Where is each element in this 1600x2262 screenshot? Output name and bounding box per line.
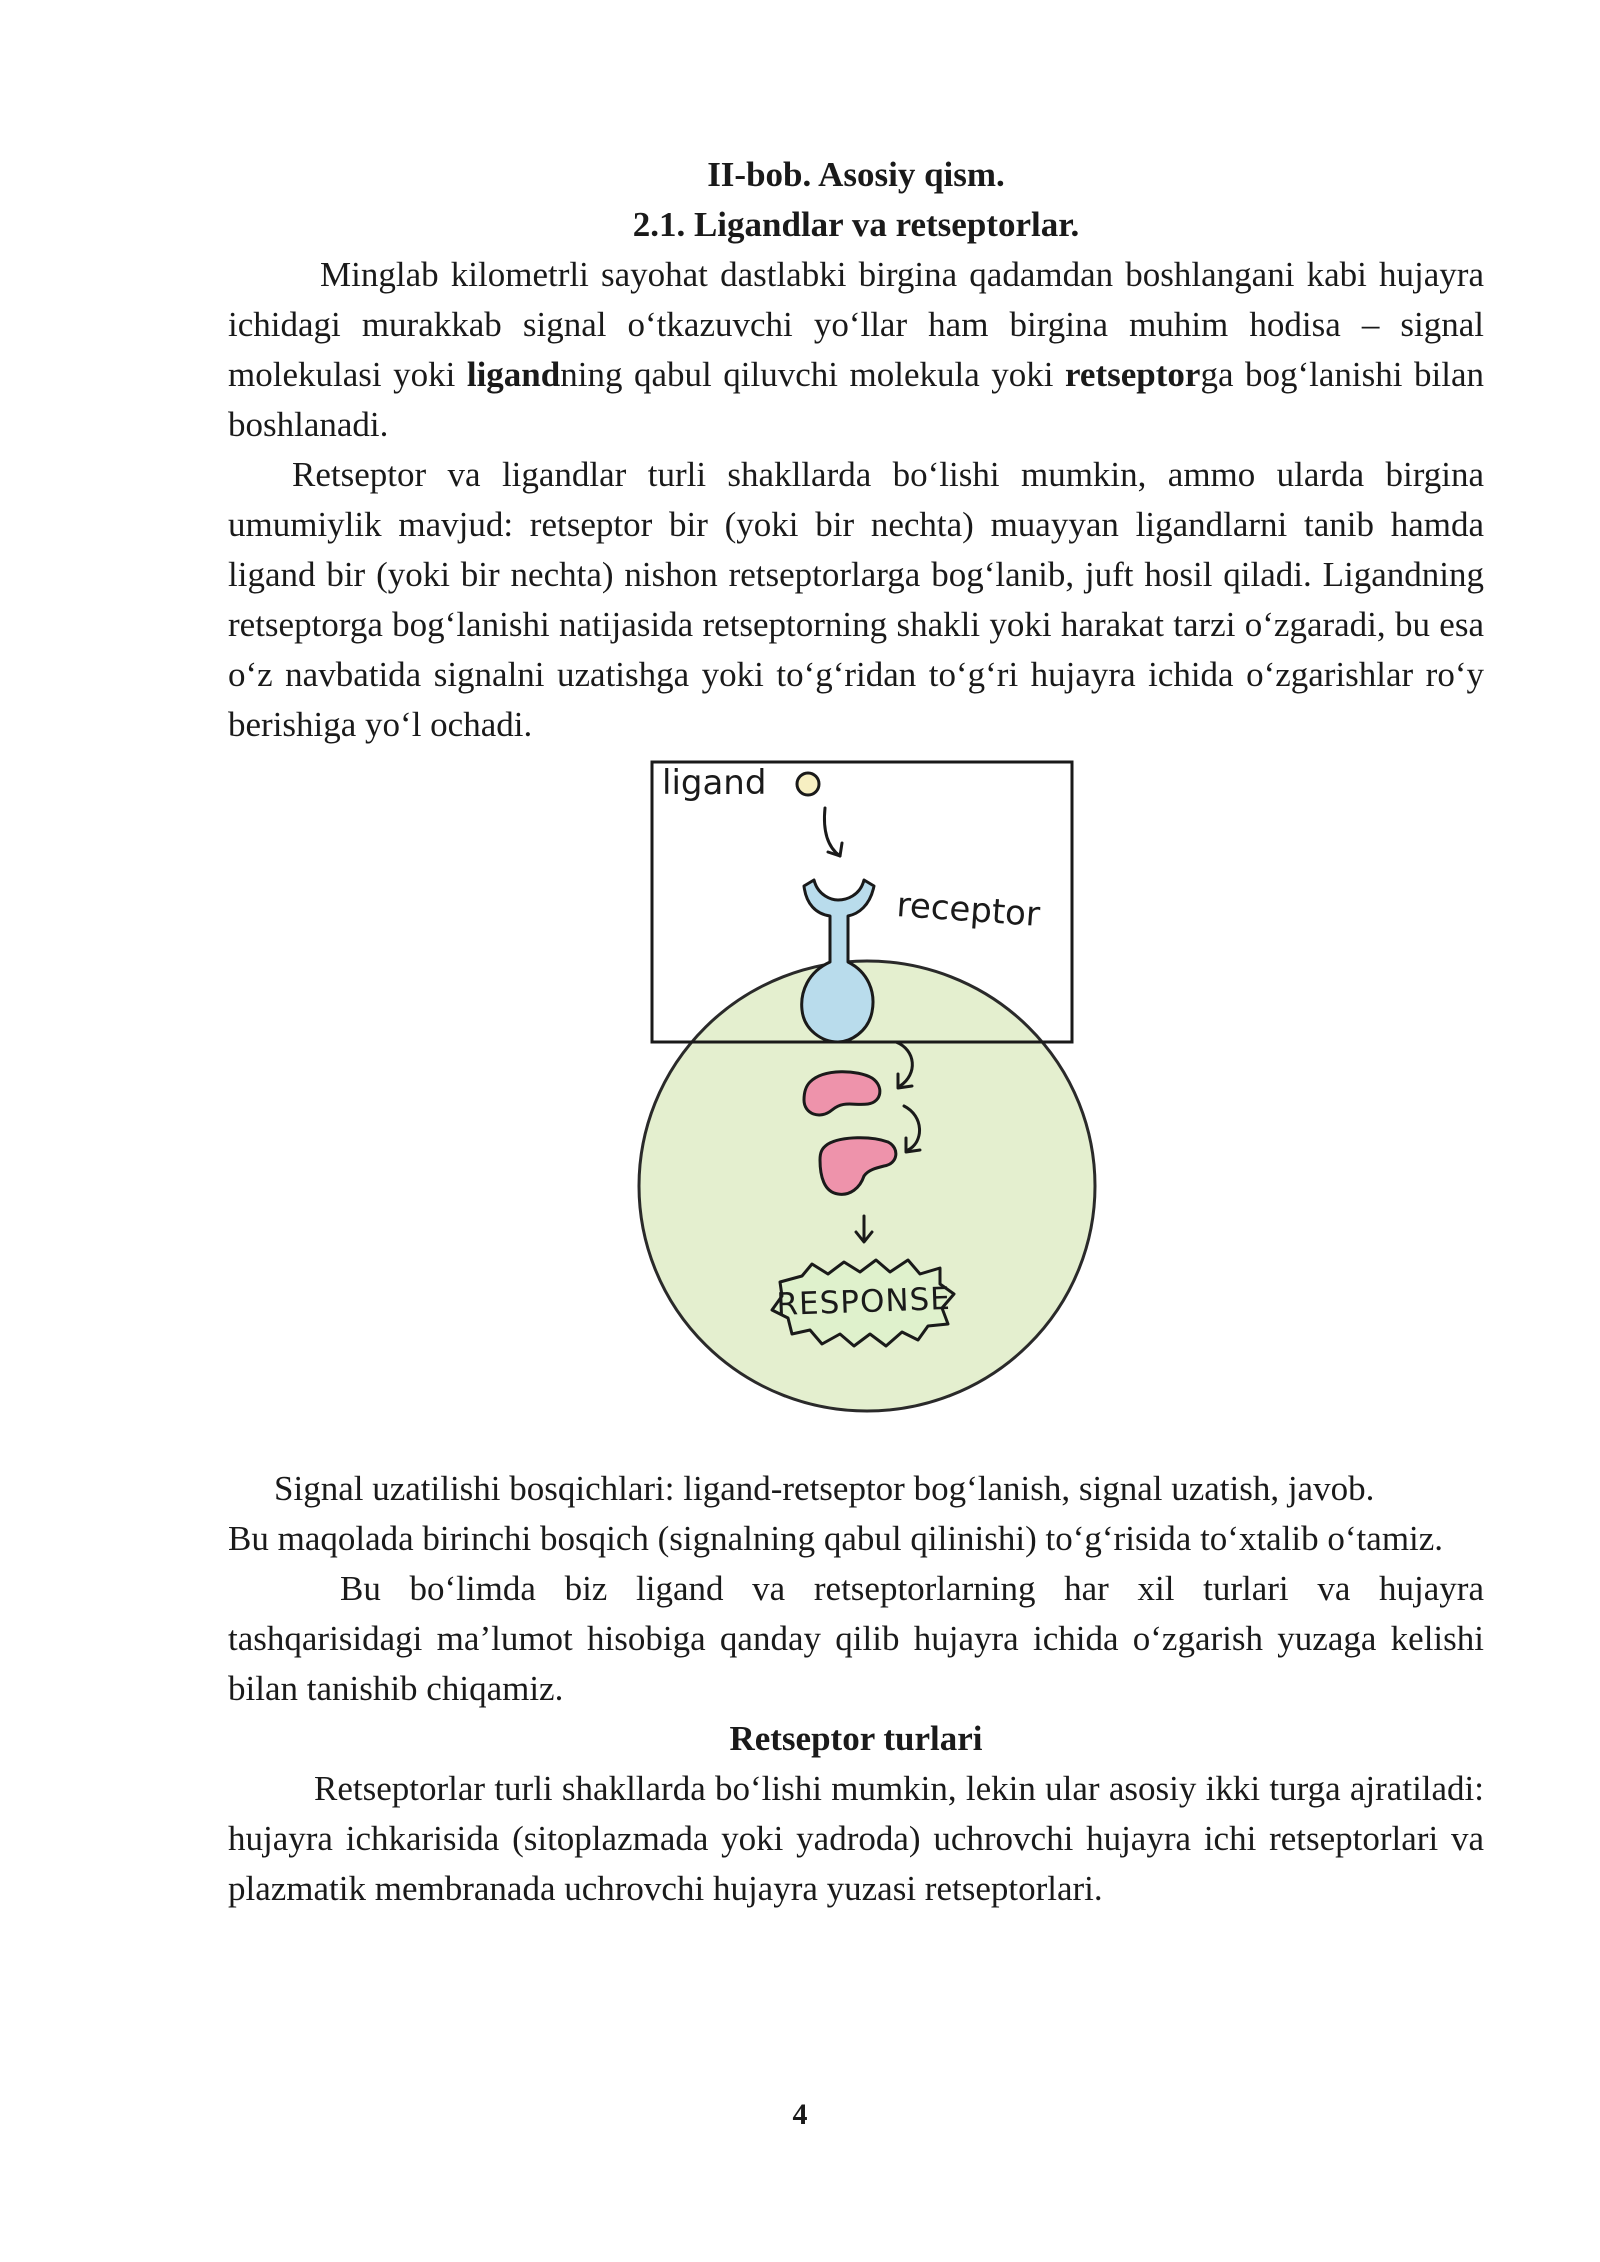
intro-text-2: ning qabul qiluvchi molekula yoki xyxy=(560,355,1066,394)
ligand-molecule xyxy=(797,773,819,795)
diagram-svg xyxy=(228,756,1484,1464)
paragraph-intro xyxy=(228,250,1484,450)
paragraph-section-intro: Bu bo‘limda biz ligand va retseptorlarning har xil turlari va hujayra tashqarisidagi ma’lumot hisobiga qanday qilib hujayra ichida o‘zgarish yuzaga kelishi bilan tanishib chiqamiz. xyxy=(228,1569,1484,1708)
page-number: 4 xyxy=(792,2098,808,2131)
intro-text-3: ga bog‘lanishi bilan boshlanadi. xyxy=(228,355,1484,444)
paragraph-binding: Retseptor va ligandlar turli shakllarda bo‘lishi mumkin, ammo ularda birgina umumiylik mavjud: retseptor bir (yoki bir nechta) muayyan ligandlarni tanib hamda ligand bir (yoki bir nechta) nishon retseptorlarga bog‘lanib, juft hosil qiladi. Ligandning retseptorga bog‘lanishi natijasida retseptorning shakli yoki harakat tarzi o‘zgaradi, bu esa o‘z navbatida signalni uzatishga yoki to‘g‘ridan to‘g‘ri hujayra ichida o‘zgarishlar ro‘y berishiga yo‘l ochadi. xyxy=(228,455,1484,744)
term-retseptor: retseptor xyxy=(1065,355,1201,394)
paragraph-focus: Bu maqolada birinchi bosqich (signalning qabul qilinishi) to‘g‘risida to‘xtalib o‘tamiz. xyxy=(228,1519,1444,1558)
paragraph-stages: Signal uzatilishi bosqichlari: ligand-retseptor bog‘lanish, signal uzatish, javob. xyxy=(274,1469,1375,1508)
subheading-receptor-types: Retseptor turlari xyxy=(729,1719,983,1758)
intro-text-1: Minglab kilometrli sayohat dastlabki birgina qadamdan boshlangani kabi hujayra ichidagi murakkab signal o‘tkazuvchi yo‘llar ham birgina muhim hodisa – signal molekulasi yoki xyxy=(228,255,1484,394)
receptor-label: receptor xyxy=(895,885,1042,935)
document-page xyxy=(228,150,1484,1914)
paragraph-receptor-types: Retseptorlar turli shakllarda bo‘lishi mumkin, lekin ular asosiy ikki turga ajratiladi: hujayra ichkarisida (sitoplazmada yoki yadroda) uchrovchi hujayra ichi retseptorlari va plazmatik membranada uchrovchi hujayra yuzasi retseptorlari. xyxy=(228,1769,1484,1908)
cell xyxy=(639,961,1095,1411)
ligand-label: ligand xyxy=(662,763,767,803)
ligand-arrow xyxy=(824,808,840,856)
signaling-diagram xyxy=(228,756,1484,1464)
chapter-title: II-bob. Asosiy qism. xyxy=(707,155,1005,194)
term-ligand: ligand xyxy=(466,355,561,394)
response-label: RESPONSE xyxy=(775,1280,952,1324)
section-title: 2.1. Ligandlar va retseptorlar. xyxy=(632,205,1080,244)
